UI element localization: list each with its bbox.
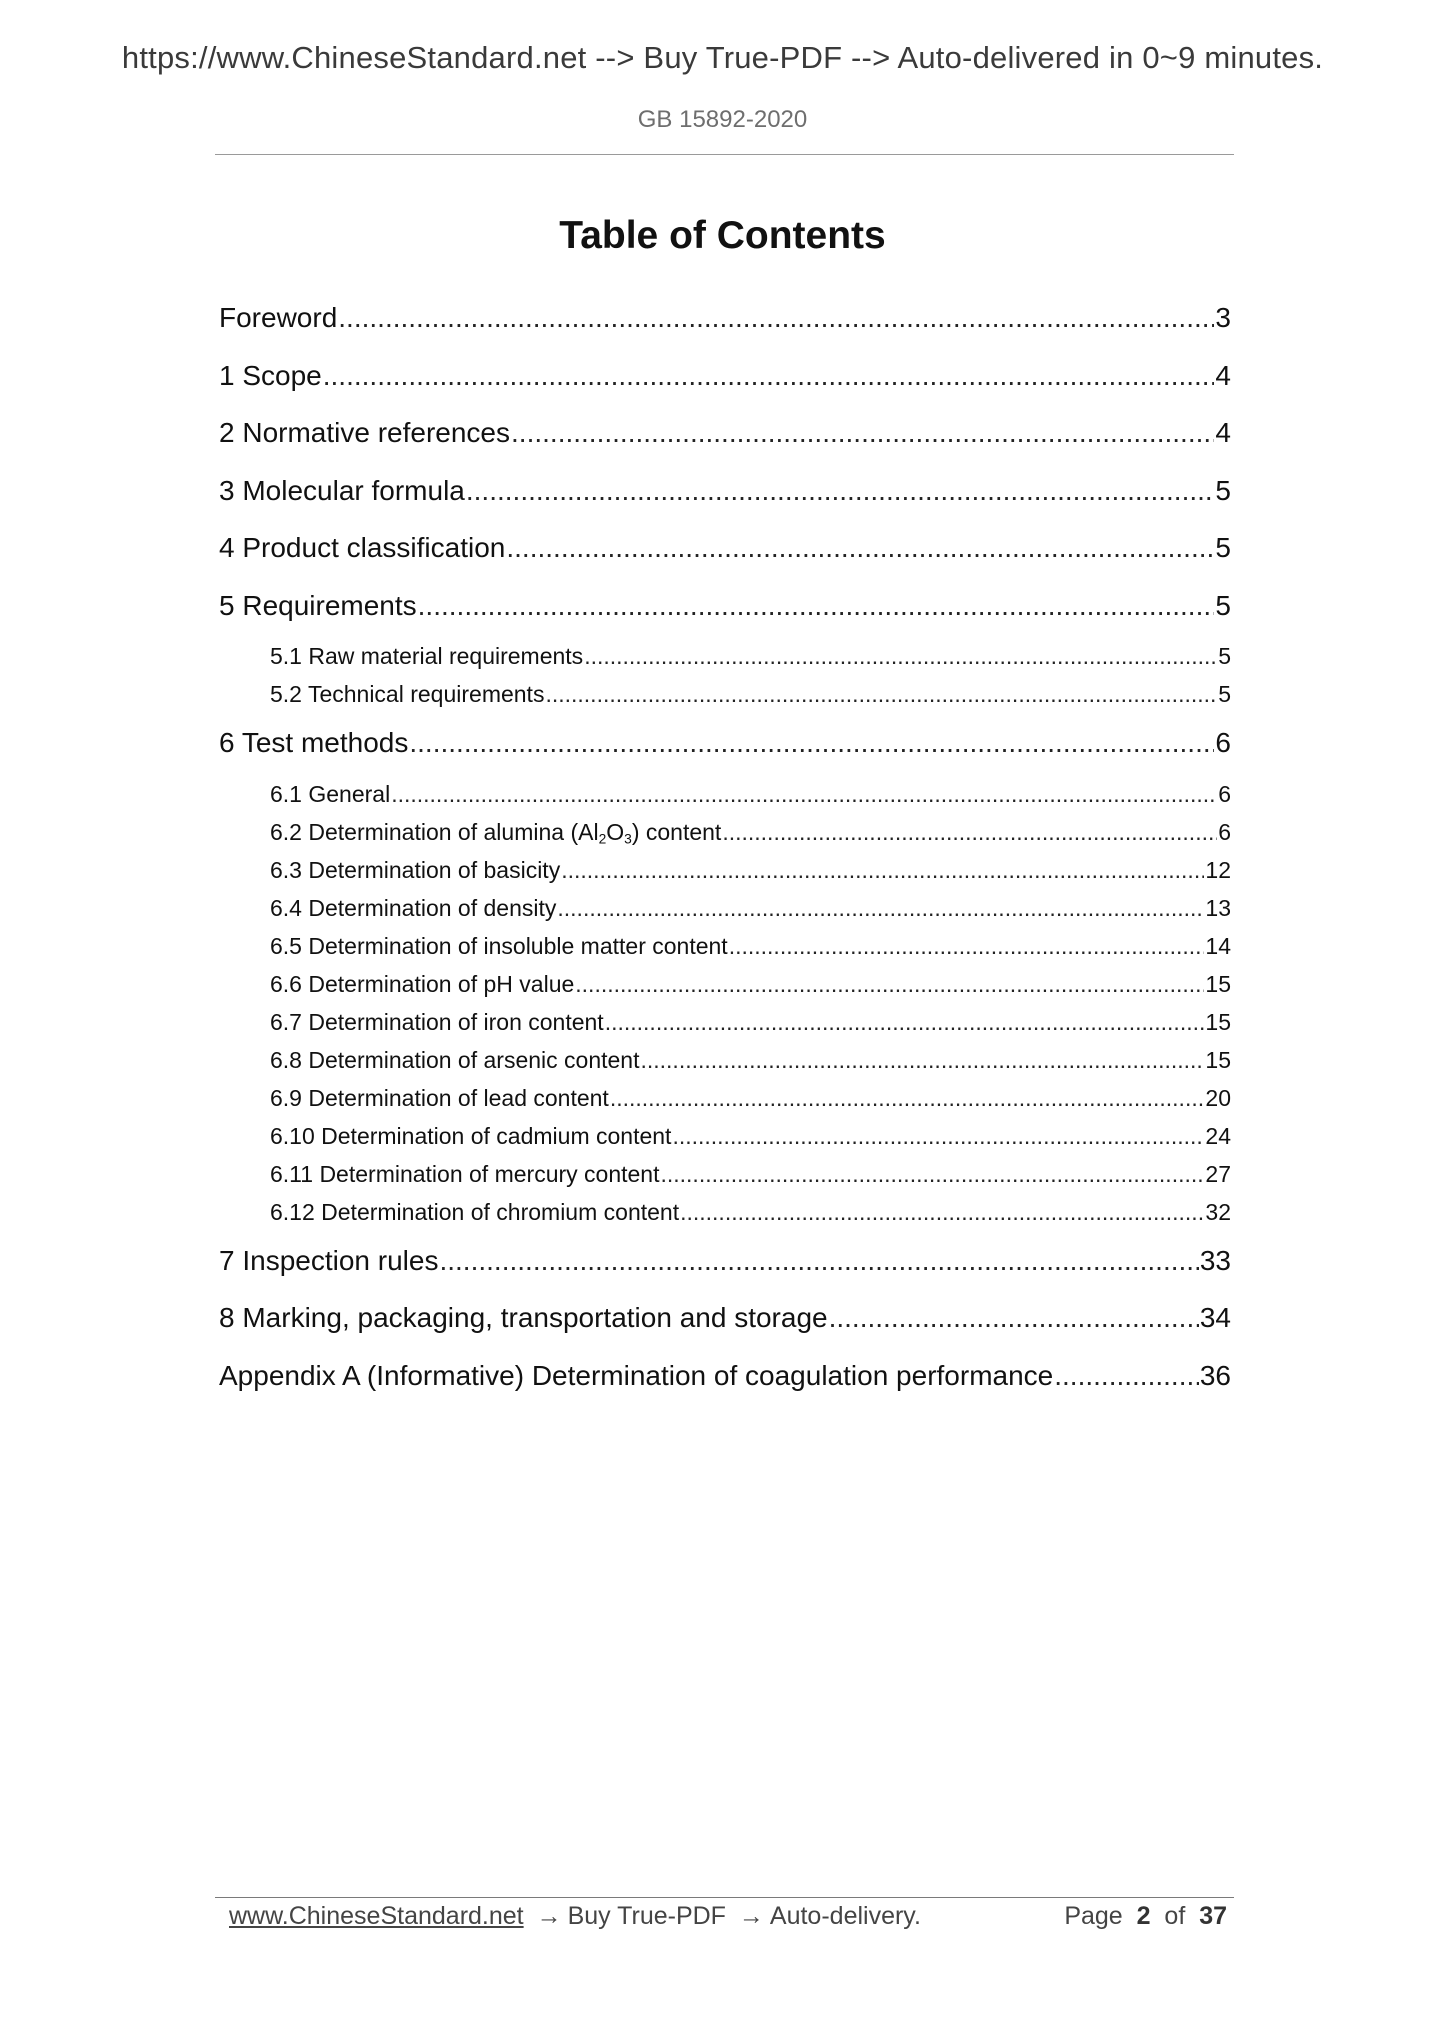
dot-leader <box>610 1085 1205 1112</box>
toc-entry-appendix-a[interactable] <box>219 1360 1231 1418</box>
toc-entry-basicity[interactable] <box>219 857 1231 895</box>
toc-entry-label: 6.2 Determination of alumina $(Al_2O_3)$ content <box>270 818 722 846</box>
toc-entry-requirements[interactable] <box>219 590 1231 648</box>
toc-entry-ph-value[interactable] <box>219 971 1231 1009</box>
current-page: 2 <box>1136 1902 1151 1930</box>
toc-entry-raw-material-requirements[interactable] <box>219 643 1231 681</box>
dot-leader <box>1054 1360 1199 1392</box>
dot-leader <box>545 681 1217 708</box>
dot-leader <box>575 971 1204 998</box>
toc-entry-page: 5 <box>1215 589 1231 621</box>
toc-entry-page: 15 <box>1205 1046 1231 1073</box>
toc-entry-page: 15 <box>1205 970 1231 997</box>
total-pages: 37 <box>1199 1902 1227 1930</box>
toc-entry-page: 27 <box>1205 1160 1231 1187</box>
toc-entry-insoluble-matter[interactable] <box>219 933 1231 971</box>
toc-entry-page: 5 <box>1218 643 1231 669</box>
toc-entry-test-methods[interactable] <box>219 727 1231 785</box>
toc-entry-label: 6.8 Determination of arsenic content <box>270 1046 640 1073</box>
toc-entry-page: 15 <box>1205 1008 1231 1035</box>
toc-entry-technical-requirements[interactable] <box>219 681 1231 727</box>
toc-entry-label: 2 Normative references <box>219 417 511 448</box>
footer-buy-text: Buy True-PDF <box>567 1902 726 1930</box>
dot-leader <box>409 727 1214 759</box>
dot-leader <box>829 1302 1199 1334</box>
page-title: Table of Contents <box>559 214 886 257</box>
dot-leader <box>584 643 1217 670</box>
dot-leader <box>418 590 1215 622</box>
toc-entry-page: 24 <box>1205 1122 1231 1149</box>
page-number: Page 2 of 37 <box>1064 1902 1227 1930</box>
toc-entry-iron-content[interactable] <box>219 1009 1231 1047</box>
toc-entry-label: 5 Requirements <box>219 589 417 621</box>
toc-entry-page: 34 <box>1199 1302 1231 1333</box>
toc-entry-label: 6.4 Determination of density <box>270 894 557 921</box>
toc-entry-label: Appendix A (Informative) Determination of coagulation performance <box>219 1359 1054 1391</box>
toc-entry-arsenic-content[interactable] <box>219 1047 1231 1085</box>
toc-entry-page: 6 <box>1215 727 1231 758</box>
toc-entry-marking-packaging[interactable] <box>219 1302 1231 1360</box>
toc-entry-density[interactable] <box>219 895 1231 933</box>
toc-entry-page: 14 <box>1205 932 1231 959</box>
footer-site-link[interactable]: www.ChineseStandard.net <box>229 1902 524 1930</box>
toc-entry-page: 6 <box>1218 780 1231 807</box>
toc-entry-chromium-content[interactable] <box>219 1199 1231 1245</box>
toc-entry-label: 6.9 Determination of lead content <box>270 1084 609 1111</box>
toc-entry-label: 6.6 Determination of pH value <box>270 970 575 997</box>
toc-entry-page: 4 <box>1215 417 1231 448</box>
arrow-right-icon: → <box>536 1902 562 1930</box>
dot-leader <box>729 933 1205 960</box>
toc-entry-cadmium-content[interactable] <box>219 1123 1231 1161</box>
toc-entry-foreword[interactable] <box>219 302 1231 360</box>
toc-entry-label: 6.10 Determination of cadmium content <box>270 1122 672 1149</box>
dot-leader <box>672 1123 1204 1150</box>
toc-entry-inspection-rules[interactable] <box>219 1245 1231 1303</box>
toc-entry-alumina-content[interactable] <box>219 819 1231 857</box>
dot-leader <box>439 1245 1198 1277</box>
toc-entry-label: 1 Scope <box>219 359 322 391</box>
dot-leader <box>722 819 1217 846</box>
toc-entry-label: 4 Product classification <box>219 532 506 563</box>
toc-entry-scope[interactable] <box>219 360 1231 418</box>
toc-entry-page: 13 <box>1205 894 1231 921</box>
toc-entry-label: 6.7 Determination of iron content <box>270 1008 604 1035</box>
dot-leader <box>511 417 1214 449</box>
footer-promo <box>229 1902 921 1931</box>
dot-leader <box>640 1047 1204 1074</box>
dot-leader <box>506 532 1214 564</box>
dot-leader <box>323 360 1215 392</box>
toc-entry-general[interactable] <box>219 781 1231 819</box>
toc-entry-normative-references[interactable] <box>219 417 1231 475</box>
dot-leader <box>561 857 1204 884</box>
toc-entry-label: 7 Inspection rules <box>219 1244 439 1276</box>
toc-entry-page: 3 <box>1215 302 1231 333</box>
toc-entry-page: 5 <box>1215 532 1231 563</box>
dot-leader <box>391 781 1217 808</box>
toc-entry-page: 33 <box>1199 1244 1231 1276</box>
toc-entry-label: 3 Molecular formula <box>219 474 465 506</box>
page-footer <box>229 1902 1227 1931</box>
toc-entry-page: 6 <box>1218 818 1231 845</box>
dot-leader <box>557 895 1204 922</box>
toc-entry-page: 5 <box>1215 474 1231 506</box>
toc-entry-page: 5 <box>1218 681 1231 707</box>
toc-list <box>219 302 1231 1417</box>
arrow-right-icon: → <box>738 1902 764 1930</box>
toc-entry-label: 5.1 Raw material requirements <box>270 643 584 669</box>
dot-leader <box>605 1009 1205 1036</box>
standard-code: GB 15892-2020 <box>637 106 808 133</box>
toc-entry-label: 6.5 Determination of insoluble matter content <box>270 932 728 959</box>
top-banner: https://www.ChineseStandard.net --> Buy True-PDF --> Auto-delivered in 0~9 minutes. <box>121 40 1324 75</box>
toc-entry-product-classification[interactable] <box>219 532 1231 590</box>
toc-entry-mercury-content[interactable] <box>219 1161 1231 1199</box>
toc-entry-label: 6.12 Determination of chromium content <box>270 1198 680 1225</box>
dot-leader <box>660 1161 1204 1188</box>
dot-leader <box>466 475 1215 507</box>
footer-delivery-text: Auto-delivery. <box>769 1902 921 1930</box>
dot-leader <box>680 1199 1204 1226</box>
toc-entry-lead-content[interactable] <box>219 1085 1231 1123</box>
toc-entry-page: 32 <box>1205 1198 1231 1225</box>
footer-divider <box>215 1897 1234 1898</box>
header-divider <box>215 154 1234 155</box>
toc-entry-page: 36 <box>1199 1359 1231 1391</box>
toc-entry-page: 12 <box>1205 856 1231 883</box>
toc-entry-label: 8 Marking, packaging, transportation and storage <box>219 1302 828 1333</box>
toc-entry-page: 4 <box>1215 359 1231 391</box>
toc-entry-label: 6.11 Determination of mercury content <box>270 1160 660 1187</box>
toc-entry-page: 20 <box>1205 1084 1231 1111</box>
dot-leader <box>338 302 1214 334</box>
toc-entry-label: 6.3 Determination of basicity <box>270 856 561 883</box>
toc-entry-label: 6 Test methods <box>219 727 409 758</box>
toc-entry-label: 6.1 General <box>270 780 391 807</box>
toc-entry-label: Foreword <box>219 302 338 333</box>
toc-entry-label: 5.2 Technical requirements <box>270 681 545 707</box>
toc-entry-molecular-formula[interactable] <box>219 475 1231 533</box>
